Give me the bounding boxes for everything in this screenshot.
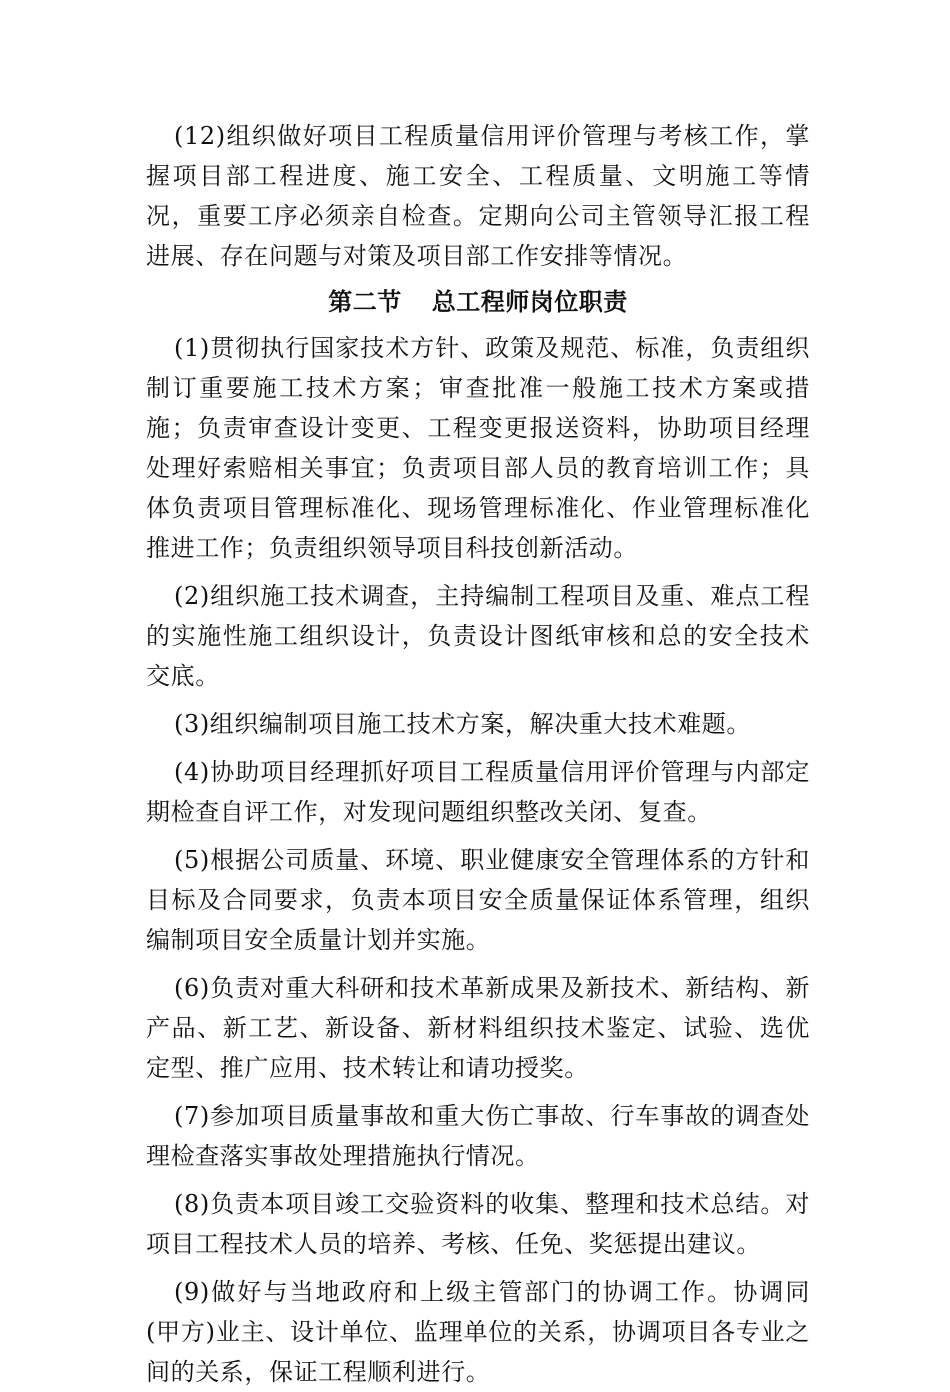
section-number: 第二节 bbox=[328, 287, 402, 316]
duty-item-5: (5)根据公司质量、环境、职业健康安全管理体系的方针和目标及合同要求，负责本项目安全质量保证体系管理，组织编制项目安全质量计划并实施。 bbox=[146, 846, 810, 954]
duty-item-8: (8)负责本项目竣工交验资料的收集、整理和技术总结。对项目工程技术人员的培养、考核、任免、奖惩提出建议。 bbox=[146, 1190, 810, 1258]
duty-item-3: (3)组织编制项目施工技术方案，解决重大技术难题。 bbox=[174, 710, 751, 738]
section-title: 总工程师岗位职责 bbox=[431, 287, 628, 316]
duty-item-6: (6)负责对重大科研和技术革新成果及新技术、新结构、新产品、新工艺、新设备、新材料组织技术鉴定、试验、选优定型、推广应用、技术转让和请功授奖。 bbox=[146, 974, 810, 1082]
section-heading bbox=[146, 282, 810, 322]
intro-paragraph: (12)组织做好项目工程质量信用评价管理与考核工作，掌握项目部工程进度、施工安全、工程质量、文明施工等情况，重要工序必须亲自检查。定期向公司主管领导汇报工程进展、存在问题与对策及项目部工作安排等情况。 bbox=[146, 122, 810, 270]
duty-item-1: (1)贯彻执行国家技术方针、政策及规范、标准，负责组织制订重要施工技术方案；审查批准一般施工技术方案或措施；负责审查设计变更、工程变更报送资料，协助项目经理处理好索赔相关事宜；负责项目部人员的教育培训工作；具体负责项目管理标准化、现场管理标准化、作业管理标准化推进工作；负责组织领导项目科技创新活动。 bbox=[146, 334, 810, 562]
duty-item-4: (4)协助项目经理抓好项目工程质量信用评价管理与内部定期检查自评工作，对发现问题组织整改关闭、复查。 bbox=[146, 758, 810, 826]
duty-item-9: (9)做好与当地政府和上级主管部门的协调工作。协调同(甲方)业主、设计单位、监理单位的关系，协调项目各专业之间的关系，保证工程顺利进行。 bbox=[146, 1278, 810, 1386]
duty-item-2: (2)组织施工技术调查，主持编制工程项目及重、难点工程的实施性施工组织设计，负责设计图纸审核和总的安全技术交底。 bbox=[146, 582, 810, 690]
duty-item-7: (7)参加项目质量事故和重大伤亡事故、行车事故的调查处理检查落实事故处理措施执行情况。 bbox=[146, 1102, 810, 1170]
document-page bbox=[146, 116, 810, 1392]
